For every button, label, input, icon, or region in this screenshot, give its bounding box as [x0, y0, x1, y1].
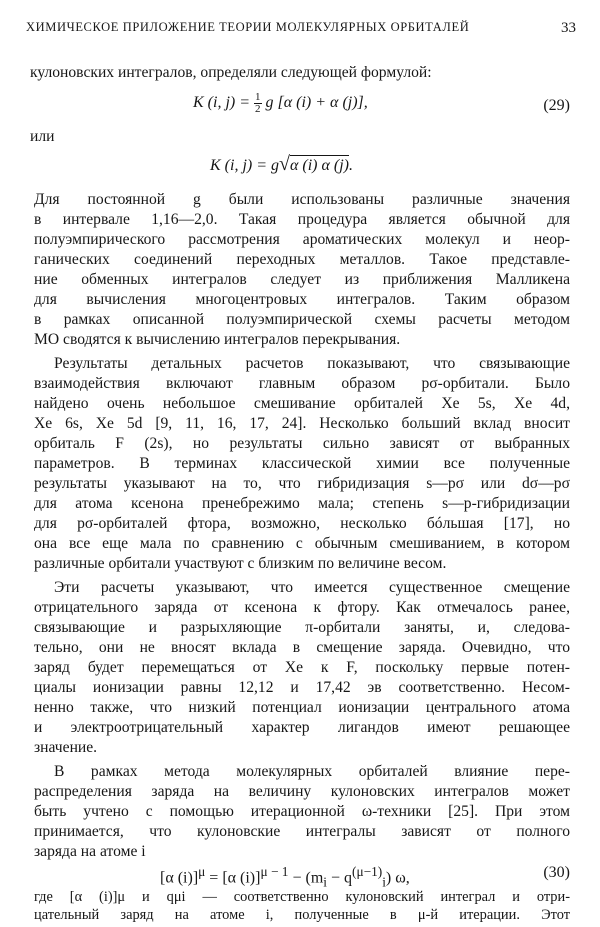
para2-line: Результаты детальных расчетов показывают, что связывающие [54, 355, 570, 372]
eq29-number: (29) [543, 97, 570, 114]
para1-line: полуэмпирического рассмотрения ароматических молекул и неор- [34, 231, 570, 248]
running-header [26, 20, 576, 35]
eq29-frac-num: 1 [255, 91, 261, 103]
running-title: ХИМИЧЕСКОЕ ПРИЛОЖЕНИЕ ТЕОРИИ МОЛЕКУЛЯРНЫХ ОРБИТАЛЕЙ [26, 20, 470, 34]
para1-line: в рамках описанной полуэмпирической схемы расчеты методом [34, 311, 570, 328]
para3-line: циалы ионизации равны 12,12 и 17,42 эв соответственно. Несом- [34, 679, 570, 696]
eq30-mid: − (m [292, 869, 324, 887]
eq30-eq: = [α (i)] [209, 869, 261, 887]
eq30-lhs: [α (i)] [160, 869, 199, 887]
equation-29 [193, 92, 368, 115]
para2-line: результаты указывают на то, что гибридизация s—pσ или dσ—pσ [34, 475, 570, 492]
or-word: или [30, 128, 55, 145]
para1-line: ганических соединений переходных металлов. Такое представле- [34, 251, 570, 268]
para3-line: значение. [34, 739, 98, 756]
eq29-left: K (i, j) = [193, 94, 251, 112]
eq30-number: (30) [543, 864, 570, 881]
para2-line: она все еще мала по сравнению с обычным смешиванием, в котором [34, 535, 570, 552]
eq-alt-root: α (i) α (j) [290, 157, 349, 174]
equation-30 [160, 864, 410, 891]
intro-line: кулоновских интегралов, определяли следующей формулой: [30, 64, 432, 81]
para2-line: для атома ксенона пренебрежимо мала; степень s—p-гибридизации [34, 495, 570, 512]
para2-line: параметров. В терминах классической химии все полученные [34, 455, 570, 472]
para5-line: цательный заряд на атоме i, полученные в μ-й итерации. Этот [34, 907, 570, 923]
para2-line: орбиталь F (2s), но результаты сильно зависят от выбранных [34, 435, 570, 452]
para2-line: найдено очень небольшое смешивание орбиталей Xe 5s, Xe 4d, [34, 395, 570, 412]
para4-line: заряда на атоме i [34, 843, 146, 860]
para3-line: отрицательного заряда от ксенона к фтору. Как отмечалось ранее, [34, 599, 570, 616]
para3-line: и электроотрицательный характер лигандов имеют решающее [34, 719, 570, 736]
para2-line: взаимодействия включают главным образом pσ-орбитали. Было [34, 375, 570, 392]
eq30-tail: ) ω, [385, 869, 410, 887]
para1-line: для вычисления многоцентровых интегралов. Таким образом [34, 291, 570, 308]
eq30-q-sub: i [382, 874, 386, 890]
para2-line: Xe 6s, Xe 5d [9, 11, 16, 17, 24]. Несколько больший вклад вносит [34, 415, 570, 432]
para1-line: Для постоянной g были использованы различные значения [34, 191, 570, 208]
para1-line: ние обменных интегралов следует из приближения Малликена [34, 271, 570, 288]
para3-line: тельно, они не вносят вклада в смещение заряда. Очевидно, что [34, 639, 570, 656]
eq30-minus-q: − q [330, 869, 352, 887]
para5-line: где [α (i)]μ и qμi — соответственно кулоновский интеграл и отри- [34, 889, 570, 905]
para4-line: В рамках метода молекулярных орбиталей влияние пере- [54, 763, 570, 780]
para3-line: Эти расчеты указывают, что имеется существенное смещение [54, 579, 570, 596]
para4-line: быть учтено с помощью итерационной ω-техники [25]. При этом [34, 803, 570, 820]
eq30-q-sup: (μ−1) [352, 864, 383, 879]
para4-line: распределения заряда на величину кулоновских интегралов может [34, 783, 570, 800]
equation-alt [210, 153, 353, 176]
para1-line: МО сводятся к вычислению интегралов перекрывания. [34, 331, 401, 348]
sqrt-sign: √ [279, 153, 290, 175]
page-number: 33 [561, 20, 576, 36]
eq-alt-tail: . [349, 157, 353, 174]
eq29-fraction [254, 92, 262, 115]
para3-line: связывающие и разрыхляющие π-орбитали заняты, и, следова- [34, 619, 570, 636]
eq29-frac-den: 2 [255, 103, 261, 115]
para3-line: заряд будет перемещаться от Xe к F, поскольку первые потен- [34, 659, 570, 676]
para3-line: ненно также, что низкий потенциал ионизации центрального атома [34, 699, 570, 716]
eq-alt-left: K (i, j) = g [210, 157, 280, 174]
para4-line: принимается, что кулоновские интегралы зависят от полного [34, 823, 570, 840]
para1-line: в интервале 1,16—2,0. Такая процедура является обычной для [34, 211, 570, 228]
para2-line: для pσ-орбиталей фтора, возможно, несколько бóльшая [17], но [34, 515, 570, 532]
eq30-rhs-sup: μ − 1 [260, 864, 289, 879]
eq30-lhs-sup: μ [198, 864, 206, 879]
eq30-mid-sub: i [323, 874, 327, 890]
eq29-right: g [α (i) + α (j)], [265, 94, 368, 112]
para2-line: различные орбитали участвуют с близким по величине весом. [34, 555, 447, 572]
